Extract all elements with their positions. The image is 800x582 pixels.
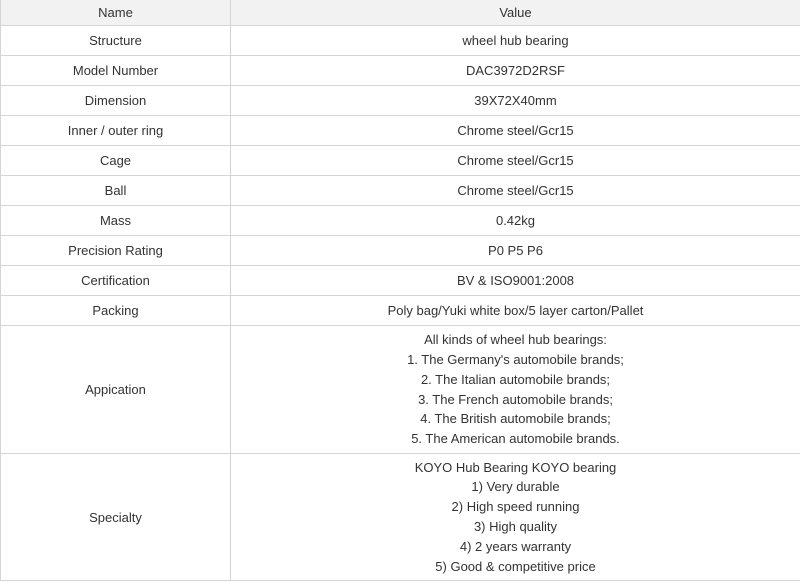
table-row xyxy=(1,26,800,56)
row-name: Model Number xyxy=(1,56,231,86)
table-row xyxy=(1,56,800,86)
table-row xyxy=(1,86,800,116)
row-value: BV & ISO9001:2008 xyxy=(231,266,800,296)
value-line: 5) Good & competitive price xyxy=(435,558,596,574)
row-name: Ball xyxy=(1,176,231,206)
table-row xyxy=(1,116,800,146)
table-row xyxy=(1,206,800,236)
row-name: Packing xyxy=(1,296,231,326)
table-row xyxy=(1,176,800,206)
row-name: Appication xyxy=(1,326,231,454)
row-value: DAC3972D2RSF xyxy=(231,56,800,86)
row-value: wheel hub bearing xyxy=(231,26,800,56)
row-name: Certification xyxy=(1,266,231,296)
row-value: P0 P5 P6 xyxy=(231,236,800,266)
row-name: Dimension xyxy=(1,86,231,116)
row-value xyxy=(231,454,800,581)
row-value: 0.42kg xyxy=(231,206,800,236)
table-row xyxy=(1,454,800,581)
value-line: 4. The British automobile brands; xyxy=(420,411,611,427)
value-line: 1. The Germany's automobile brands; xyxy=(407,351,624,367)
row-value: Poly bag/Yuki white box/5 layer carton/Pallet xyxy=(231,296,800,326)
row-name: Structure xyxy=(1,26,231,56)
table-row xyxy=(1,146,800,176)
table-row xyxy=(1,266,800,296)
row-name: Precision Rating xyxy=(1,236,231,266)
value-line: 5. The American automobile brands. xyxy=(411,431,620,447)
value-line: 3. The French automobile brands; xyxy=(418,391,613,407)
table-row xyxy=(1,236,800,266)
row-value: Chrome steel/Gcr15 xyxy=(231,176,800,206)
row-value: 39X72X40mm xyxy=(231,86,800,116)
table-row xyxy=(1,326,800,454)
value-line: 3) High quality xyxy=(473,519,558,534)
row-name: Mass xyxy=(1,206,231,236)
value-line: 4) 2 years warranty xyxy=(459,538,572,554)
header-name: Name xyxy=(1,0,231,26)
value-line: KOYO Hub Bearing KOYO bearing xyxy=(414,459,617,475)
header-row xyxy=(1,0,800,26)
value-line: 1) Very durable xyxy=(471,479,560,495)
row-name: Specialty xyxy=(1,454,231,581)
row-value: Chrome steel/Gcr15 xyxy=(231,146,800,176)
row-value: Chrome steel/Gcr15 xyxy=(231,116,800,146)
value-line: 2) High speed running xyxy=(451,499,580,515)
header-value: Value xyxy=(231,0,800,26)
value-line: 2. The Italian automobile brands; xyxy=(420,371,611,387)
table-row xyxy=(1,296,800,326)
value-line: All kinds of wheel hub bearings: xyxy=(424,332,607,348)
row-name: Inner / outer ring xyxy=(1,116,231,146)
row-name: Cage xyxy=(1,146,231,176)
row-value xyxy=(231,326,800,454)
